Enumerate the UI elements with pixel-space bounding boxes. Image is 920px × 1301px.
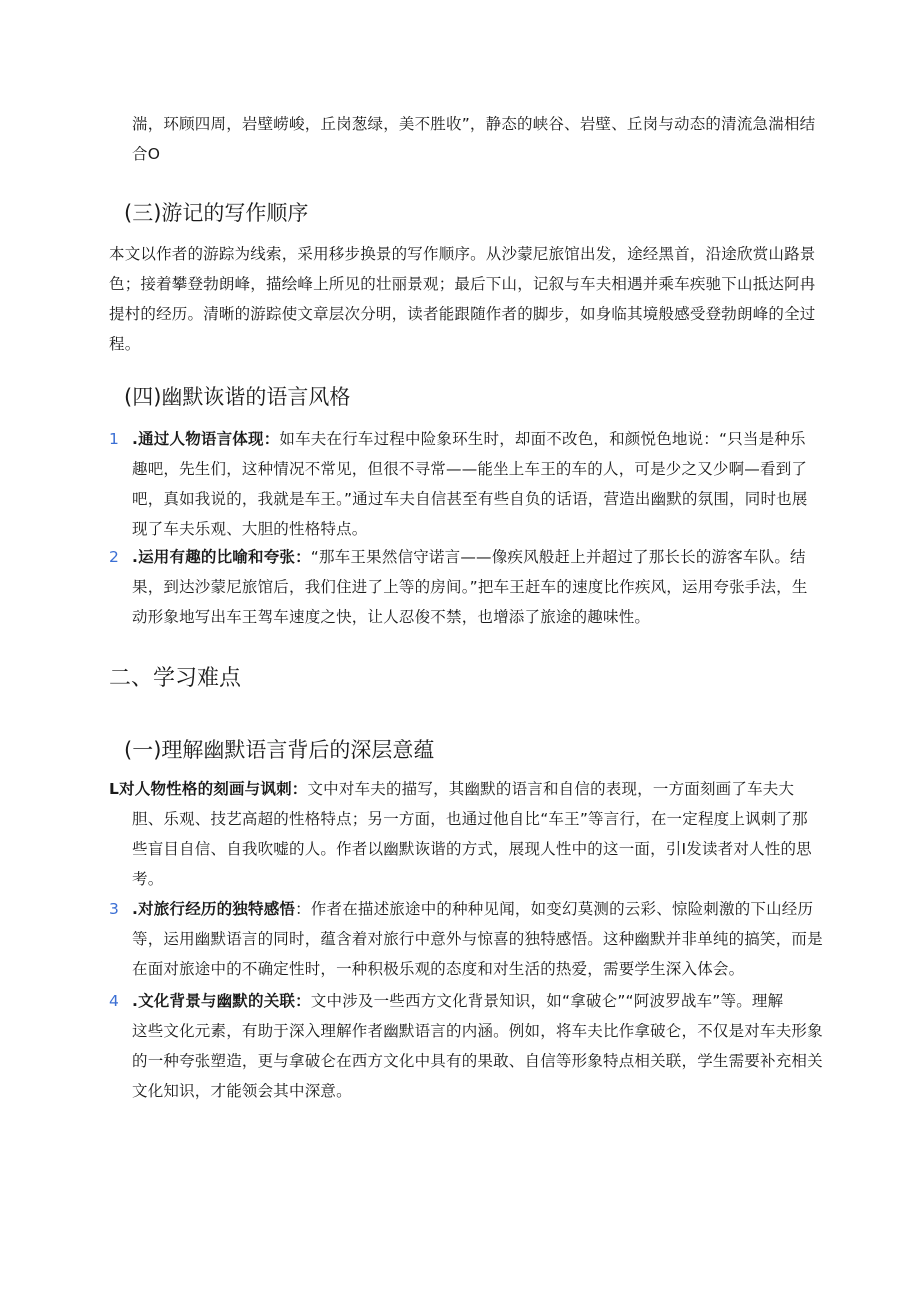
item-lead: .文化背景与幽默的关联：	[132, 992, 311, 1010]
text-line: 现了车夫乐观、大胆的性格特点。	[132, 520, 368, 538]
item-lead: .对旅行经历的独特感悟	[132, 900, 296, 918]
text-line: 文中涉及一些西方文化背景知识，如“拿破仑”“阿波罗战车”等。理解	[310, 992, 784, 1010]
part-title: 二、学习难点	[109, 666, 242, 691]
text-line: 程。	[109, 335, 141, 353]
list-number: 3	[109, 900, 119, 918]
list-item	[132, 542, 808, 632]
section-heading-3: (三)游记的写作顺序	[124, 201, 309, 225]
text-line: 胆、乐观、技艺高超的性格特点；另一方面，也通过他自比“车王”等言行，在一定程度上讽刺了那	[132, 810, 808, 828]
text-line: 吧，真如我说的，我就是车王。”通过车夫自信甚至有些自负的话语，营造出幽默的氛围，同时也展	[132, 490, 808, 508]
list-item	[109, 774, 812, 894]
item-lead: .通过人物语言体现：	[132, 430, 280, 448]
text-line: 文化知识，才能领会其中深意。	[132, 1082, 352, 1100]
text-line: 本文以作者的游踪为线索，采用移步换景的写作顺序。从沙蒙尼旅馆出发，途经黑首，沿途欣赏山路景	[109, 245, 816, 263]
list-item	[132, 424, 808, 544]
continued-paragraph	[132, 109, 815, 169]
section-heading-4: (四)幽默诙谐的语言风格	[124, 385, 351, 409]
list-number: 4	[109, 992, 119, 1010]
item-lead: L对人物性格的刻画与讽刺：	[109, 780, 308, 798]
text-line: 趣吧，先生们，这种情况不常见，但很不寻常——能坐上车王的车的人，可是少之又少啊—看到了	[132, 460, 808, 478]
text-line: 湍，环顾四周，岩壁崂峻，丘岗葱绿，美不胜收”，静态的峡谷、岩壁、丘岗与动态的清流急湍相结	[132, 115, 816, 133]
list-item	[132, 894, 823, 984]
text-line: 果，到达沙蒙尼旅馆后，我们住进了上等的房间。”把车王赶车的速度比作疾风，运用夸张手法，生	[132, 578, 808, 596]
text-line: 合O	[132, 145, 161, 163]
text-line: 文中对车夫的描写，其幽默的语言和自信的表现，一方面刻画了车夫大	[307, 780, 795, 798]
list-item	[132, 986, 823, 1106]
text-line: 考。	[132, 870, 164, 888]
text-line: 提村的经历。清晰的游踪使文章层次分明，读者能跟随作者的脚步，如身临其境般感受登勃朗峰的全过	[109, 305, 816, 323]
text-line: ：作者在描述旅途中的种种见闻，如变幻莫测的云彩、惊险刺激的下山经历	[295, 900, 814, 918]
text-line: 这些文化元素，有助于深入理解作者幽默语言的内涵。例如，将车夫比作拿破仑，不仅是对车夫形象	[132, 1022, 823, 1040]
text-line: 动形象地写出车王驾车速度之快，让人忍俊不禁，也增添了旅途的趣味性。	[132, 608, 651, 626]
text-line: 在面对旅途中的不确定性时，一种积极乐观的态度和对生活的热爱，需要学生深入体会。	[132, 960, 745, 978]
text-line: 等，运用幽默语言的同时，蕴含着对旅行中意外与惊喜的独特感悟。这种幽默并非单纯的搞笑，而是	[132, 930, 823, 948]
list-number: 1	[109, 430, 119, 448]
text-line: 的一种夸张塑造，更与拿破仑在西方文化中具有的果敢、自信等形象特点相关联，学生需要补充相关	[132, 1052, 823, 1070]
text-line: 些盲目自信、自我吹嘘的人。作者以幽默诙谐的方式，展现人性中的这一面，引I发读者对人性的思	[132, 840, 812, 858]
list-number: 2	[109, 548, 119, 566]
section-3-paragraph	[109, 239, 816, 359]
text-line: 色；接着攀登勃朗峰，描绘峰上所见的壮丽景观；最后下山，记叙与车夫相遇并乘车疾驰下山抵达阿冉	[109, 275, 816, 293]
text-line: 如车夫在行车过程中险象环生时，却面不改色，和颜悦色地说：“只当是种乐	[279, 430, 806, 448]
text-line: “那车王果然信守诺言——像疾风般赶上并超过了那长长的游客车队。结	[310, 548, 806, 566]
subsection-heading-1: (一)理解幽默语言背后的深层意蕴	[124, 738, 435, 762]
item-lead: .运用有趣的比喻和夸张：	[132, 548, 311, 566]
